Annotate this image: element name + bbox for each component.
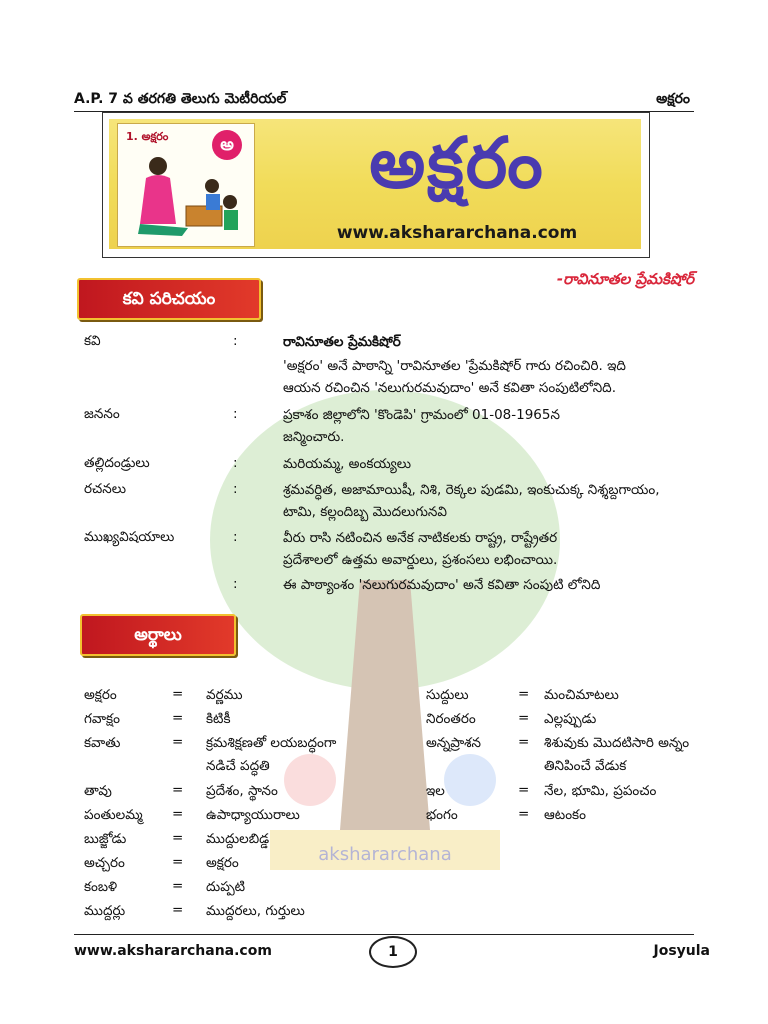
- banner-title: అక్షరం: [369, 121, 545, 204]
- info-value-birth: ప్రకాశం జిల్లాలోని 'కొండెపి' గ్రామంలో 01-08-1965న: [283, 407, 560, 423]
- info-colon: :: [233, 333, 238, 349]
- info-value-parents: మరియమ్మ, అంకయ్యలు: [283, 456, 412, 472]
- page-number: 1: [369, 936, 417, 968]
- glossary-meaning: ప్రదేశం, స్థానం: [206, 783, 278, 799]
- glossary-word: ముద్దర్లు: [84, 903, 126, 919]
- info-value-works: శ్రమవర్ధిత, అజామాయిషీ, నిశి, రెక్కల పుడమి, ఇంకుచుక్క నిశ్శబ్దగాయం,: [283, 482, 660, 498]
- info-value-line: జన్మించారు.: [283, 429, 345, 445]
- footer-rule: [74, 934, 694, 935]
- info-colon: :: [233, 481, 238, 497]
- glossary-equals: =: [172, 854, 184, 870]
- glossary-equals: =: [172, 878, 184, 894]
- header-chapter: అక్షరం: [656, 91, 690, 107]
- glossary-equals: =: [518, 782, 530, 798]
- banner-url: www.akshararchana.com: [336, 223, 578, 243]
- glossary-meaning: దుప్పటి: [206, 879, 246, 895]
- glossary-meaning: నేల, భూమి, ప్రపంచం: [544, 783, 657, 799]
- glossary-equals: =: [172, 734, 184, 750]
- header-title: A.P. 7 వ తరగతి తెలుగు మెటీరియల్: [74, 91, 287, 107]
- glossary-equals: =: [518, 686, 530, 702]
- info-label-works: రచనలు: [84, 481, 126, 497]
- info-value-line: ఆయన రచించిన 'నలుగురమవుదాం' అనే కవితా సంపుటిలోనిది.: [283, 380, 617, 396]
- section-badge-meanings: అర్థాలు: [80, 614, 236, 656]
- glossary-word: అన్నప్రాశన: [426, 735, 481, 751]
- author-name: -రావినూతల ప్రేమకిషోర్: [556, 270, 694, 288]
- glossary-meaning-line: తినిపించే వేడుక: [544, 758, 627, 774]
- glossary-meaning: ముద్దరలు, గుర్తులు: [206, 903, 305, 919]
- glossary-meaning: అక్షరం: [206, 855, 239, 871]
- info-value-line: టామి, కల్లందిబ్బ మొదలుగునవి: [283, 504, 447, 520]
- glossary-word: కంబళి: [84, 879, 118, 895]
- glossary-meaning: ఆటంకం: [544, 807, 586, 823]
- footer-url: www.akshararchana.com: [74, 943, 272, 959]
- info-value-highlights: వీరు రాసి నటించిన అనేక నాటికలకు రాష్ట్ర, రాష్ట్రేతర: [283, 530, 558, 546]
- info-value-poet: రావినూతల ప్రేమకిషోర్: [283, 334, 401, 350]
- glossary-word: అక్షరం: [84, 687, 117, 703]
- banner: [102, 112, 650, 258]
- glossary-equals: =: [518, 806, 530, 822]
- glossary-word: కవాతు: [84, 735, 121, 751]
- letter-badge: అ: [212, 130, 242, 160]
- glossary-word: గవాక్షం: [84, 711, 120, 727]
- glossary-word: భంగం: [426, 807, 458, 823]
- glossary-equals: =: [172, 830, 184, 846]
- glossary-meaning: శిశువుకు మొదటిసారి అన్నం: [544, 735, 690, 751]
- info-colon: :: [233, 406, 238, 422]
- glossary-word: బుజ్జోడు: [84, 831, 127, 847]
- info-colon: :: [233, 576, 238, 592]
- info-label-poet: కవి: [84, 333, 101, 349]
- glossary-equals: =: [172, 782, 184, 798]
- glossary-equals: =: [172, 686, 184, 702]
- glossary-word: పంతులమ్మ: [84, 807, 143, 823]
- banner-background: [109, 119, 641, 249]
- glossary-equals: =: [518, 734, 530, 750]
- glossary-meaning: క్రమశిక్షణతో లయబద్ధంగా: [206, 735, 337, 751]
- info-value-source: ఈ పాఠ్యాంశం 'నలుగురమవుదాం' అనే కవితా సంపుటి లోనిది: [283, 577, 601, 593]
- glossary-word: తావు: [84, 783, 112, 799]
- glossary-word: సుద్దులు: [426, 687, 469, 703]
- section-badge-poet-intro: కవి పరిచయం: [77, 278, 261, 320]
- glossary-meaning: మంచిమాటలు: [544, 687, 619, 703]
- footer-author: Josyula: [653, 943, 710, 959]
- teacher-children-illustration: [118, 124, 254, 246]
- info-value-line: 'అక్షరం' అనే పాఠాన్ని 'రావినూతల 'ప్రేమకిషోర్ గారు రచించిరి. ఇది: [283, 358, 626, 374]
- glossary-meaning: ఉపాధ్యాయురాలు: [206, 807, 300, 823]
- glossary-meaning: ముద్దులబిడ్డ: [206, 831, 270, 847]
- info-label-highlights: ముఖ్యవిషయాలు: [84, 529, 175, 545]
- glossary-equals: =: [172, 806, 184, 822]
- glossary-equals: =: [518, 710, 530, 726]
- glossary-meaning-line: నడిచే పద్ధతి: [206, 758, 270, 774]
- info-label-parents: తల్లిదండ్రులు: [84, 455, 150, 471]
- info-label-birth: జననం: [84, 406, 120, 422]
- glossary-word: ఇల: [426, 783, 445, 799]
- lesson-thumbnail: [117, 123, 255, 247]
- info-value-line: ప్రదేశాలలో ఉత్తమ అవార్డులు, ప్రశంసలు లభించాయి.: [283, 552, 558, 568]
- info-colon: :: [233, 529, 238, 545]
- glossary-meaning: ఎల్లప్పుడు: [544, 711, 597, 727]
- glossary-equals: =: [172, 902, 184, 918]
- glossary-word: నిరంతరం: [426, 711, 476, 727]
- glossary-meaning: వర్ణము: [206, 687, 243, 703]
- thumbnail-label: 1. అక్షరం: [126, 130, 169, 143]
- info-colon: :: [233, 455, 238, 471]
- glossary-word: అచ్చరం: [84, 855, 125, 871]
- watermark-text: akshararchana: [318, 844, 452, 865]
- glossary-equals: =: [172, 710, 184, 726]
- glossary-meaning: కిటికీ: [206, 711, 231, 727]
